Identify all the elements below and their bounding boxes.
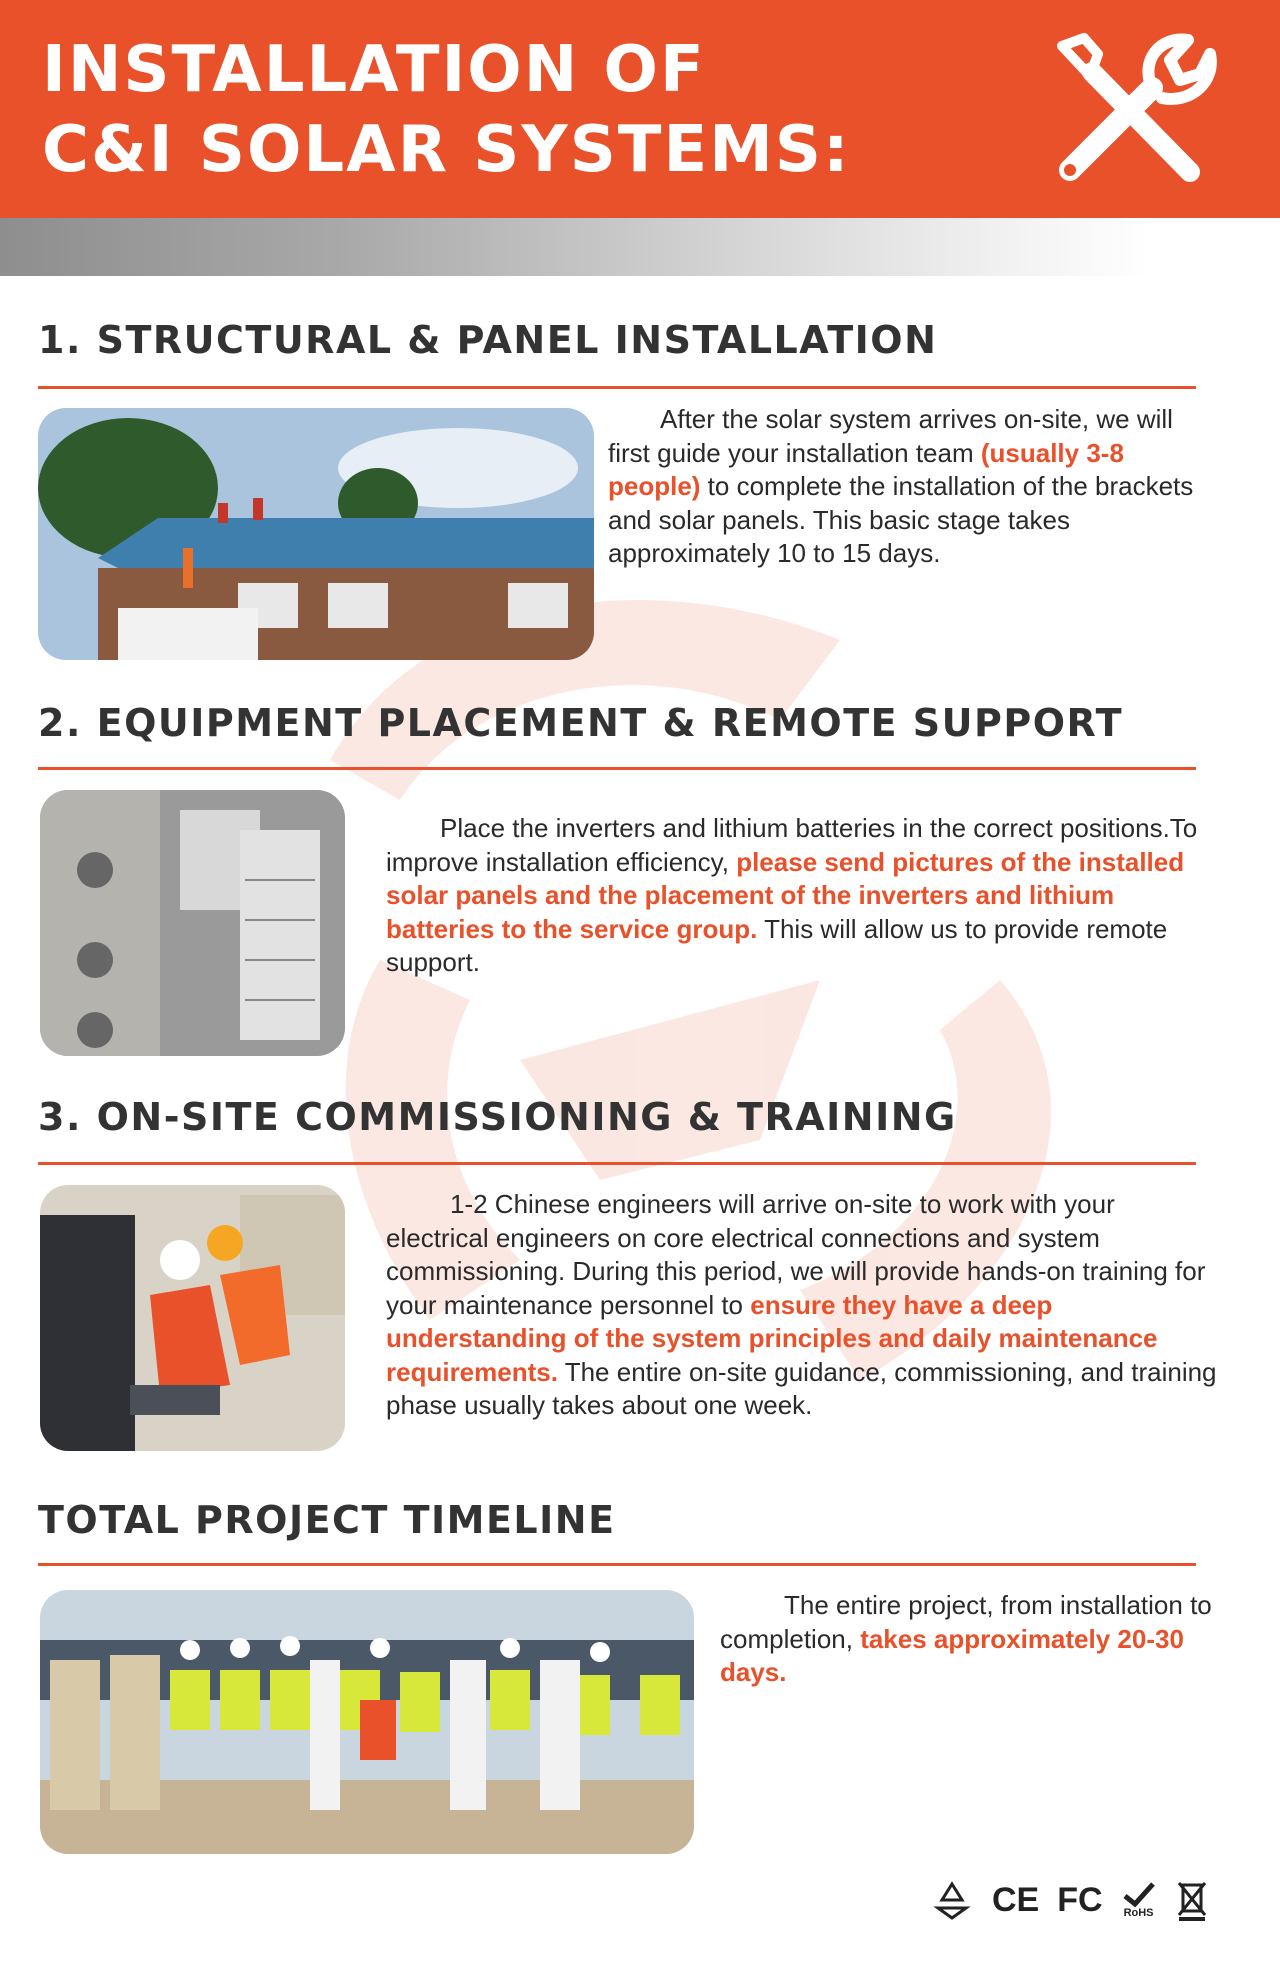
section-3-paragraph: [386, 1188, 1218, 1423]
section-title-structural: 1. STRUCTURAL & PANEL INSTALLATION: [38, 318, 938, 362]
section-3-text-2: The entire on-site guidance, commissioning, and training phase usually takes about one week.: [386, 1356, 1217, 1420]
section-divider: [38, 1563, 1196, 1566]
fcc-icon: FC: [1057, 1881, 1103, 1919]
certification-marks: [930, 1872, 1209, 1928]
header-banner: [0, 0, 1280, 218]
section-2-highlight: please send pictures of the installed solar panels and the placement of the inverters and lithium batteries to the service group.: [386, 846, 1185, 944]
section-title-timeline: TOTAL PROJECT TIMELINE: [38, 1498, 616, 1542]
section-1-text-2: to complete the installation of the brackets and solar panels. This basic stage takes approximately 10 to 15 days.: [608, 471, 1194, 568]
section-3-highlight: ensure they have a deep understanding of the system principles and daily maintenance requirements.: [386, 1289, 1158, 1387]
section-4-paragraph: [720, 1589, 1250, 1690]
team-group-photo: [40, 1590, 694, 1854]
section-3-text-1: 1-2 Chinese engineers will arrive on-site to work with your electrical engineers on core electrical connections and system commissioning. During this period, we will provide hands-on training for your maintenance personnel to: [386, 1189, 1206, 1320]
rohs-icon: [1121, 1875, 1157, 1925]
section-2-paragraph: [386, 812, 1216, 980]
recycle-icon: [930, 1875, 974, 1925]
weee-bin-icon: [1175, 1875, 1209, 1925]
section-4-text-1: The entire project, from installation to completion,: [720, 1590, 1212, 1654]
inverters-batteries-photo: [40, 790, 345, 1056]
section-2-text-2: This will allow us to provide remote support.: [386, 913, 1168, 977]
section-title-commissioning: 3. ON-SITE COMMISSIONING & TRAINING: [38, 1095, 957, 1139]
tools-icon: [1040, 24, 1220, 194]
section-divider: [38, 767, 1196, 770]
section-1-text-1: After the solar system arrives on-site, we will first guide your installation team: [608, 404, 1173, 468]
section-title-equipment: 2. EQUIPMENT PLACEMENT & REMOTE SUPPORT: [38, 701, 1124, 745]
header-gradient-band: [0, 218, 1150, 276]
page-title: INSTALLATION OF C&I SOLAR SYSTEMS:: [42, 33, 851, 187]
ce-mark-icon: CE: [992, 1881, 1040, 1919]
section-1-paragraph: [608, 403, 1208, 571]
engineers-commissioning-photo: [40, 1185, 345, 1451]
section-4-highlight: takes approximately 20-30 days.: [720, 1623, 1184, 1687]
section-2-text-1: Place the inverters and lithium batteries in the correct positions.To improve installation efficiency,: [386, 813, 1198, 877]
section-1-highlight: (usually 3-8 people): [608, 437, 1124, 501]
rooftop-installation-photo: [38, 408, 594, 660]
section-divider: [38, 386, 1196, 389]
section-divider: [38, 1162, 1196, 1165]
rohs-label: RoHS: [1123, 1906, 1154, 1919]
